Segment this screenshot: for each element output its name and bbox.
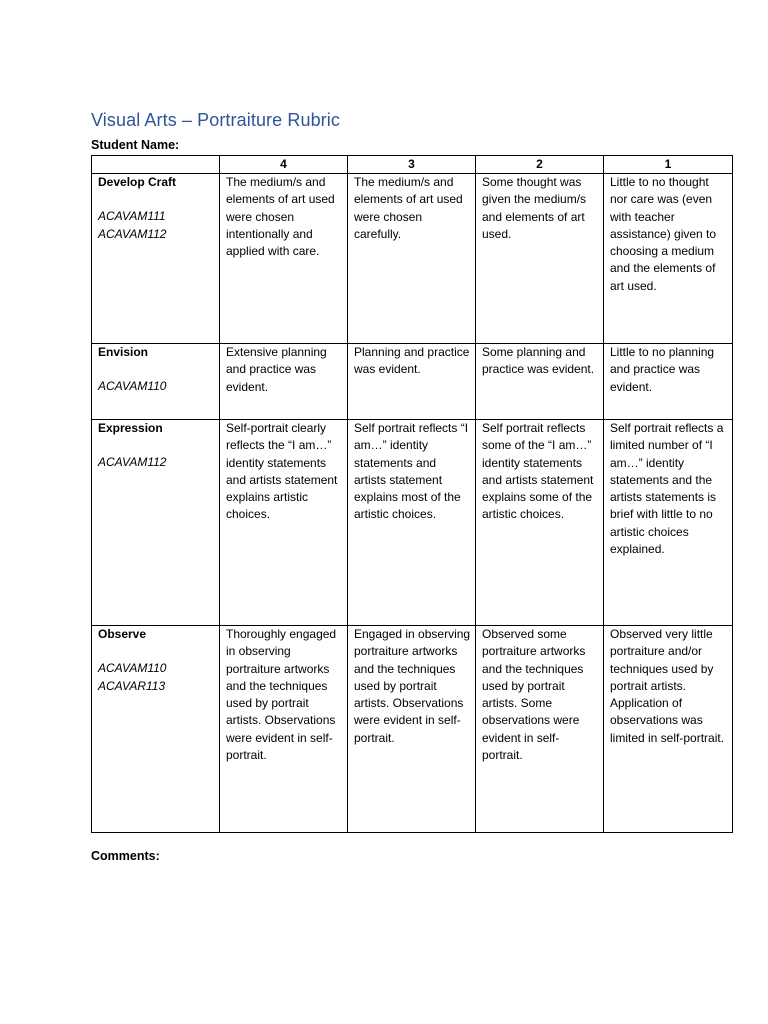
level-2-cell: Some planning and practice was evident. [476,344,604,420]
level-4-cell: Self-portrait clearly reflects the “I am…” identity statements and artists statement explains artistic choices. [220,420,348,626]
curriculum-codes [98,208,215,243]
curriculum-code: ACAVAM110 [98,379,167,394]
level-2-cell: Some thought was given the medium/s and elements of art used. [476,174,604,344]
level-1-cell: Little to no thought nor care was (even with teacher assistance) given to choosing a medium and the elements of art used. [604,174,733,344]
level-2-cell: Self portrait reflects some of the “I am…” identity statements and artists statement explains some of the artistic choices. [476,420,604,626]
rubric-table [91,155,733,833]
comments-label: Comments: [91,849,160,863]
header-criterion [92,156,220,174]
curriculum-code: ACAVAM110 [98,661,167,676]
criterion-name: Observe [98,627,147,641]
curriculum-codes [98,660,215,695]
curriculum-code: ACAVAM111 [98,209,166,224]
criterion-cell [92,420,220,626]
level-4-cell: The medium/s and elements of art used were chosen intentionally and applied with care. [220,174,348,344]
curriculum-codes [98,378,215,395]
level-4-cell: Thoroughly engaged in observing portraiture artworks and the techniques used by portrait artists. Observations were evident in self-portrait. [220,626,348,833]
criterion-cell [92,174,220,344]
criterion-cell [92,344,220,420]
curriculum-code: ACAVAM112 [98,455,167,470]
header-level-3: 3 [348,156,476,174]
level-3-cell: Self portrait reflects “I am…” identity statements and artists statement explains most of the artistic choices. [348,420,476,626]
level-4-cell: Extensive planning and practice was evident. [220,344,348,420]
table-row [92,626,733,833]
header-level-2: 2 [476,156,604,174]
level-2-cell: Observed some portraiture artworks and the techniques used by portrait artists. Some observations were evident in self-portrait. [476,626,604,833]
table-row [92,420,733,626]
header-level-1: 1 [604,156,733,174]
curriculum-code: ACAVAR113 [98,678,166,693]
criterion-name: Expression [98,421,163,435]
rubric-header-row [92,156,733,174]
criterion-cell [92,626,220,833]
table-row [92,344,733,420]
level-3-cell: The medium/s and elements of art used were chosen carefully. [348,174,476,344]
curriculum-code: ACAVAM112 [98,226,167,241]
criterion-name: Develop Craft [98,175,177,189]
level-3-cell: Planning and practice was evident. [348,344,476,420]
table-row [92,174,733,344]
student-name-label: Student Name: [91,138,180,152]
level-1-cell: Observed very little portraiture and/or techniques used by portrait artists. Application of observations was limited in self-portrait. [604,626,733,833]
criterion-name: Envision [98,345,149,359]
header-level-4: 4 [220,156,348,174]
level-1-cell: Self portrait reflects a limited number of “I am…” identity statements and the artists statements is brief with little to no artistic choices explained. [604,420,733,626]
level-3-cell: Engaged in observing portraiture artworks and the techniques used by portrait artists. Observations were evident in self-portrait. [348,626,476,833]
level-1-cell: Little to no planning and practice was evident. [604,344,733,420]
page-title: Visual Arts – Portraiture Rubric [91,110,340,130]
curriculum-codes [98,454,215,471]
